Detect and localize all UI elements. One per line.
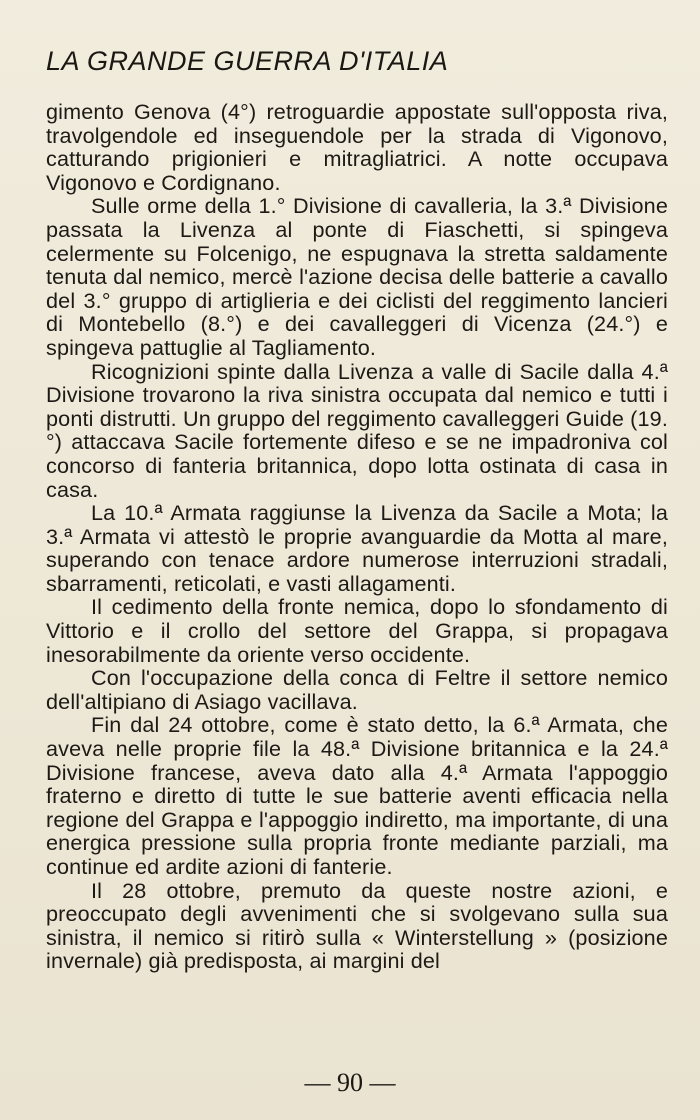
- paragraph-4: La 10.ª Armata raggiunse la Livenza da Sacile a Mota; la 3.ª Armata vi attestò le proprie avanguardie da Motta al mare, superando con tenace ardore numerose interruzioni stradali, sbarramenti, reticolati, e vasti allagamenti.: [46, 500, 668, 596]
- paragraph-8: Il 28 ottobre, premuto da queste nostre azioni, e preoccupato degli avvenimenti che si svolgevano sulla sua sinistra, il nemico si ritirò sulla « Winterstellung » (posizione invernale) già predisposta, ai margini del: [46, 877, 668, 974]
- body-text: [46, 100, 668, 973]
- paragraph-7: Fin dal 24 ottobre, come è stato detto, la 6.ª Armata, che aveva nelle proprie file la 48.ª Divisione britannica e la 24.ª Divisione francese, aveva dato alla 4.ª Armata l'appoggio fraterno e diretto di tutte le sue batterie aventi efficacia nella regione del Grappa e l'appoggio indiretto, ma importante, di una energica pressione sulla propria fronte mediante parziali, ma continue ed ardite azioni di fanterie.: [46, 712, 668, 879]
- paragraph-6: Con l'occupazione della conca di Feltre il settore nemico dell'altipiano di Asiago vacillava.: [46, 665, 668, 714]
- paragraph-1: gimento Genova (4°) retroguardie appostate sull'opposta riva, travolgendole ed inseguendole per la strada di Vigonovo, catturando prigionieri e mitragliatrici. A notte occupava Vigonovo e Cordignano.: [46, 99, 668, 195]
- page-number: — 90 —: [304, 1068, 396, 1097]
- paragraph-5: Il cedimento della fronte nemica, dopo lo sfondamento di Vittorio e il crollo del settore del Grappa, si propagava inesorabilmente da oriente verso occidente.: [46, 594, 668, 667]
- paragraph-3: Ricognizioni spinte dalla Livenza a valle di Sacile dalla 4.ª Divisione trovarono la riva sinistra occupata dal nemico e tutti i ponti distrutti. Un gruppo del reggimento cavalleggeri Guide (19.°) attaccava Sacile fortemente difeso e se ne impadroniva col concorso di fanteria britannica, dopo lotta ostinata di casa in casa.: [46, 358, 668, 502]
- paragraph-2: Sulle orme della 1.° Divisione di cavalleria, la 3.ª Divisione passata la Livenza al ponte di Fiaschetti, si spingeva celermente su Folcenigo, ne espugnava la stretta saldamente tenuta dal nemico, mercè l'azione decisa delle batterie a cavallo del 3.° gruppo di artiglieria e dei ciclisti del reggimento lancieri di Montebello (8.°) e dei cavalleggeri di Vicenza (24.°) e spingeva pattuglie al Tagliamento.: [46, 193, 668, 360]
- running-head: LA GRANDE GUERRA D'ITALIA: [46, 46, 449, 76]
